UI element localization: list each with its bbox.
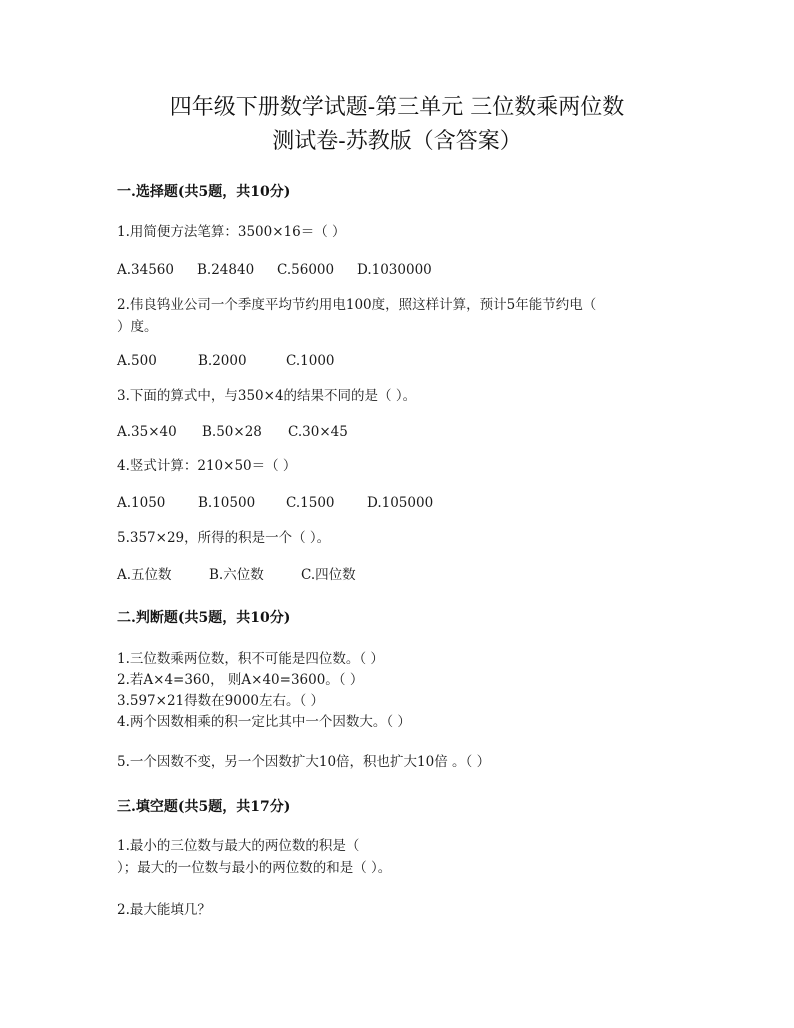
document-title-line2: 测试卷-苏教版（含答案） xyxy=(272,129,522,154)
section-heading-choice: 一.选择题(共5题，共10分) xyxy=(117,184,291,200)
option-c: C.56000 xyxy=(277,262,335,278)
option-b: B.10500 xyxy=(198,495,256,511)
option-b: B.50×28 xyxy=(202,424,262,440)
option-a: A.35×40 xyxy=(117,424,177,440)
choice-question-4-options xyxy=(117,493,433,513)
choice-question-5: 5.357×29，所得的积是一个（ ）。 xyxy=(117,530,331,546)
choice-question-2-options xyxy=(117,351,335,371)
option-b: B.六位数 xyxy=(209,567,264,583)
fill-question-1-line1: 1.最小的三位数与最大的两位数的积是（ xyxy=(117,838,360,854)
choice-question-3: 3.下面的算式中，与350×4的结果不同的是（ ）。 xyxy=(117,388,417,404)
option-a: A.五位数 xyxy=(117,567,172,583)
choice-question-1: 1.用简便方法笔算：3500×16＝（ ） xyxy=(117,224,346,240)
judgment-question-3: 3.597×21得数在9000左右。（ ） xyxy=(117,693,325,709)
judgment-question-5: 5.一个因数不变，另一个因数扩大10倍，积也扩大10倍 。（ ） xyxy=(117,754,491,770)
option-b: B.2000 xyxy=(198,353,247,369)
option-a: A.1050 xyxy=(117,495,166,511)
option-c: C.30×45 xyxy=(288,424,348,440)
choice-question-2-line1: 2.伟良钨业公司一个季度平均节约用电100度，照这样计算，预计5年能节约电（ xyxy=(117,297,597,313)
option-a: A.500 xyxy=(117,353,157,369)
option-c: C.四位数 xyxy=(301,567,356,583)
section-heading-judgment: 二.判断题(共5题，共10分) xyxy=(117,610,291,626)
choice-question-4: 4.竖式计算：210×50＝（ ） xyxy=(117,458,297,474)
option-a: A.34560 xyxy=(117,262,174,278)
fill-question-2: 2.最大能填几？ xyxy=(117,902,211,918)
judgment-question-4: 4.两个因数相乘的积一定比其中一个因数大。（ ） xyxy=(117,714,411,730)
option-c: C.1000 xyxy=(286,353,335,369)
judgment-question-1: 1.三位数乘两位数，积不可能是四位数。（ ） xyxy=(117,651,384,667)
section-heading-fill-blank: 三.填空题(共5题，共17分) xyxy=(117,799,291,815)
option-d: D.1030000 xyxy=(357,262,432,278)
fill-question-1-line2: ）；最大的一位数与最小的两位数的和是（ ）。 xyxy=(117,860,392,876)
choice-question-2-line2: ）度。 xyxy=(117,319,158,335)
document-title-line1: 四年级下册数学试题-第三单元 三位数乘两位数 xyxy=(169,95,625,120)
judgment-question-2: 2.若A×4=360， 则A×40=3600。（ ） xyxy=(117,672,364,688)
choice-question-5-options xyxy=(117,565,356,585)
choice-question-3-options xyxy=(117,422,348,442)
option-d: D.105000 xyxy=(367,495,434,511)
option-c: C.1500 xyxy=(286,495,335,511)
choice-question-1-options xyxy=(117,260,432,280)
option-b: B.24840 xyxy=(197,262,255,278)
